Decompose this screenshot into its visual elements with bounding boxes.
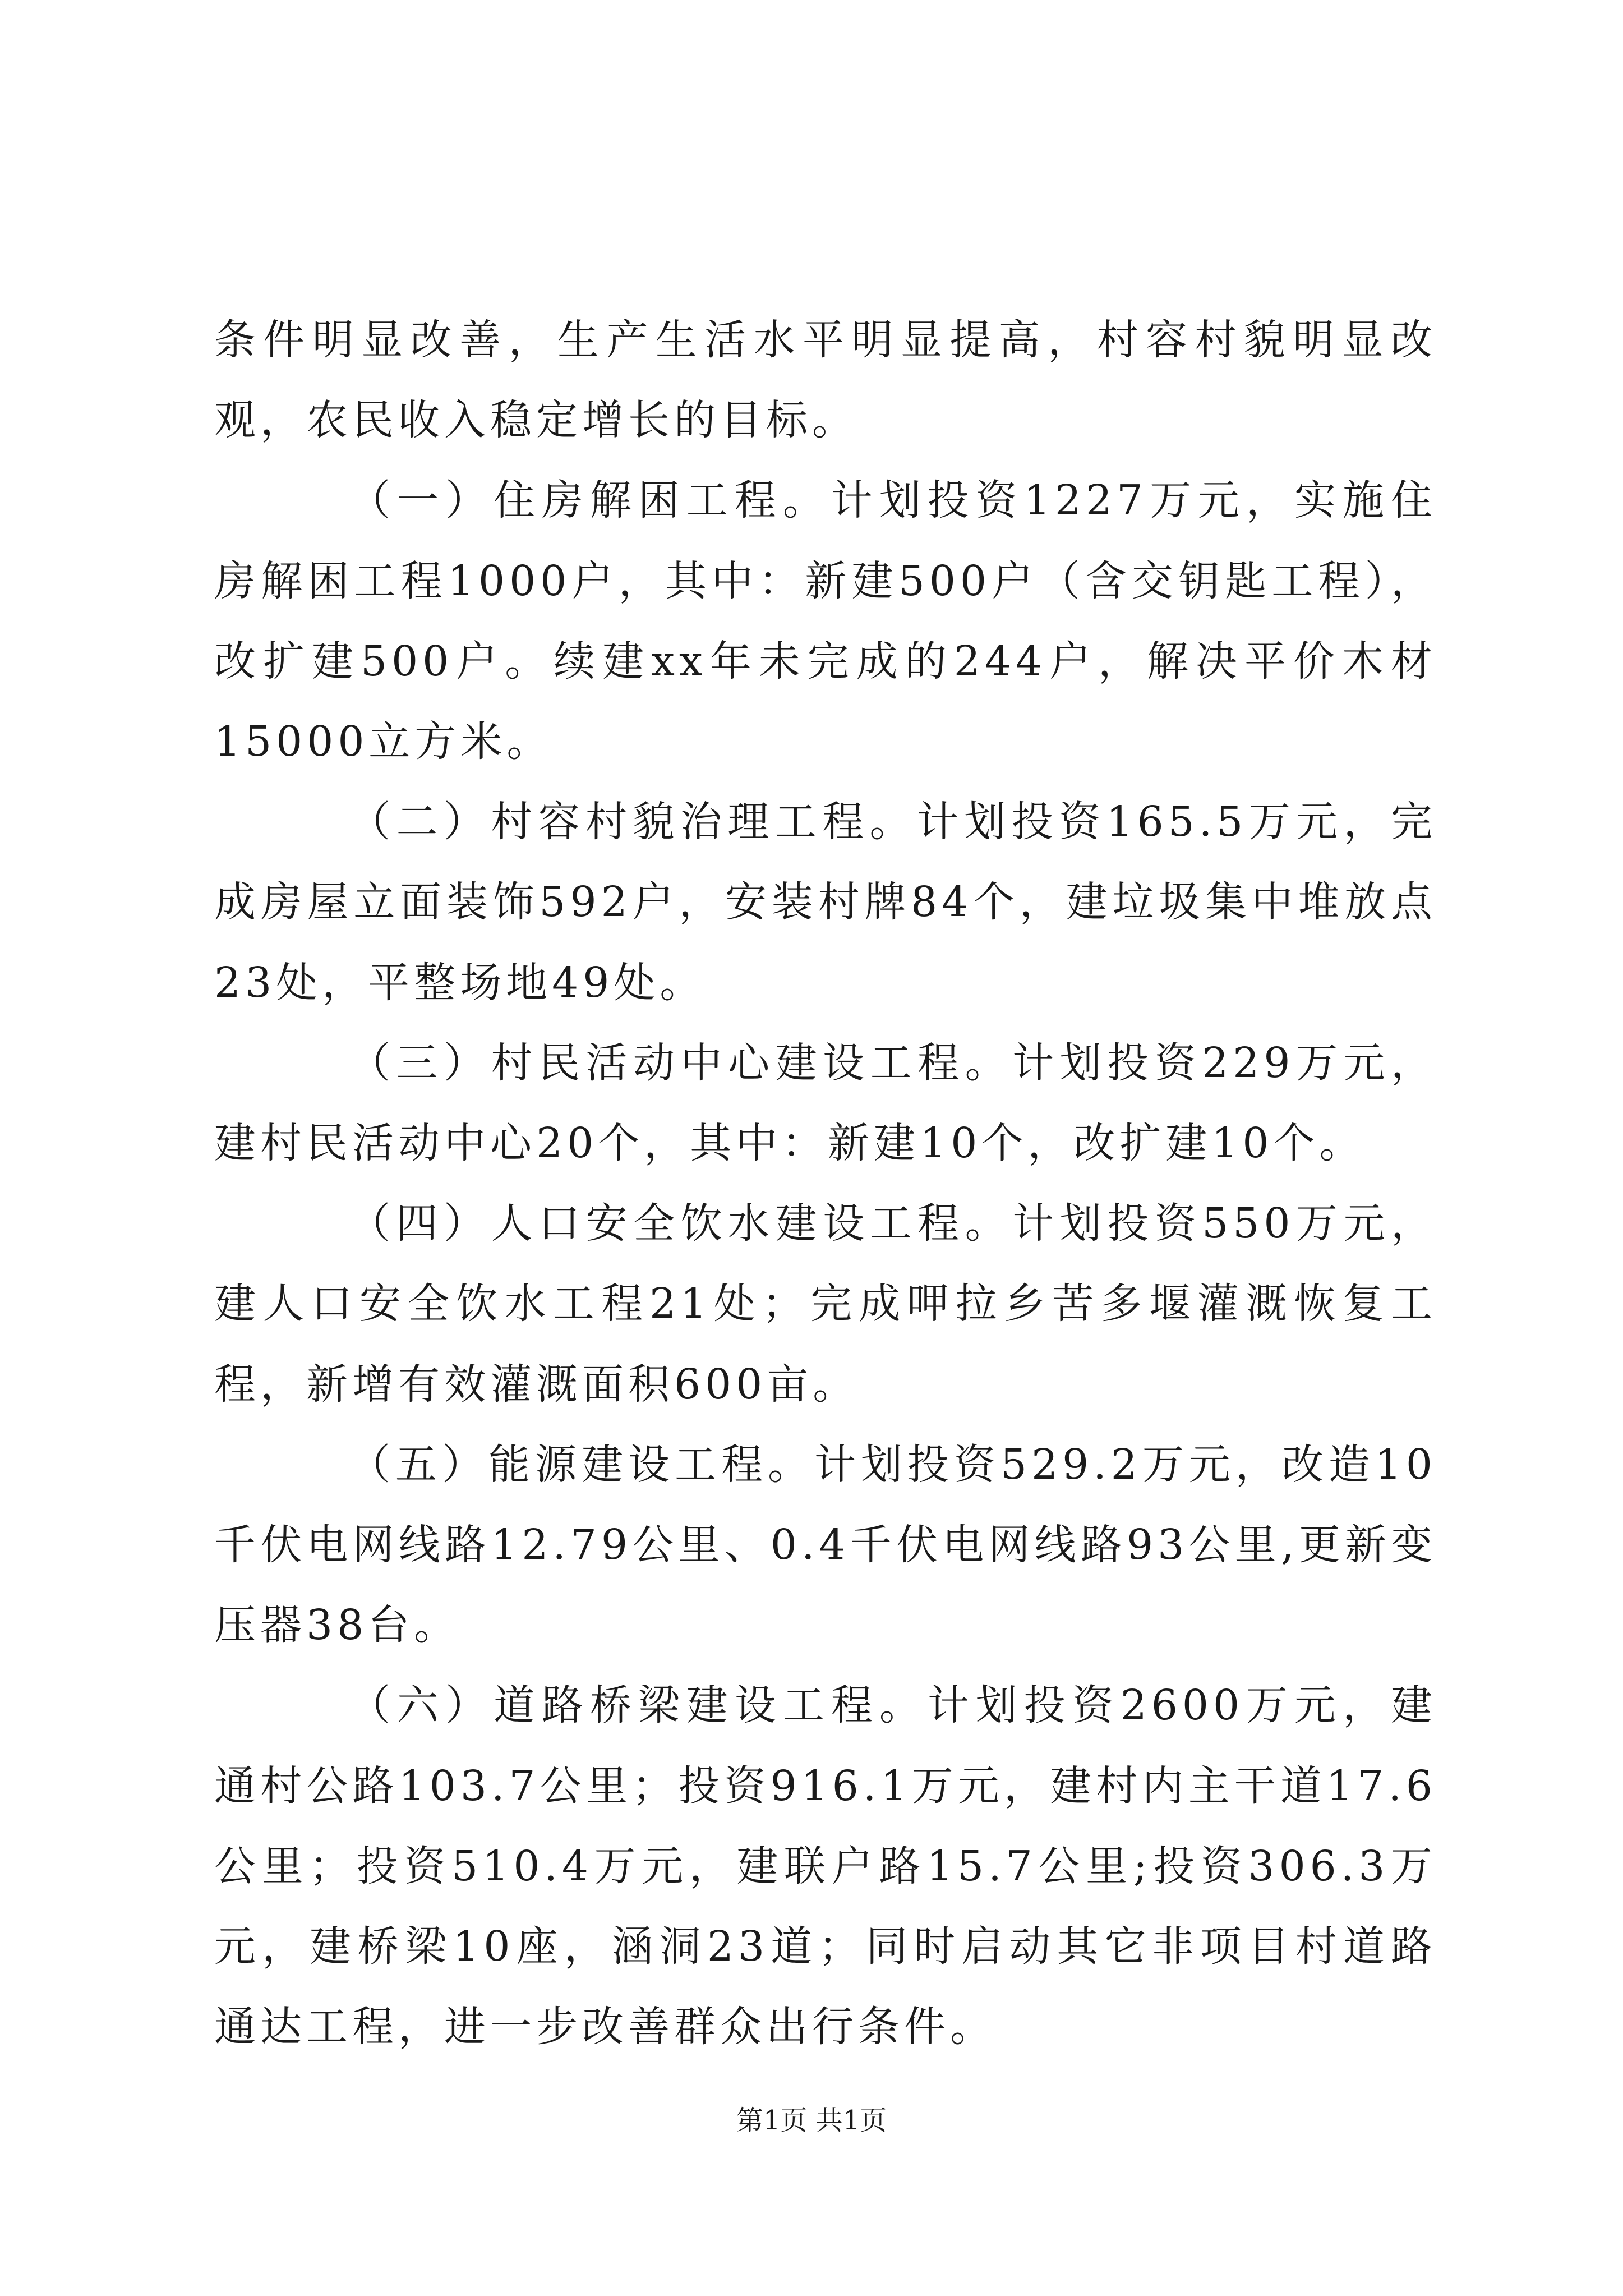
paragraph-roads-bridges: （六）道路桥梁建设工程。计划投资2600万元，建通村公路103.7公里；投资916.1万元，建村内主干道17.6公里；投资510.4万元，建联户路15.7公里;投资306.3万元，建桥梁10座，涵洞23道；同时启动其它非项目村道路通达工程，进一步改善群众出行条件。 [214,1681,1437,2051]
paragraph-activity-center: （三）村民活动中心建设工程。计划投资229万元，建村民活动中心20个，其中：新建10个，改扩建10个。 [214,1038,1437,1168]
page-footer: 第1页 共1页 [736,2105,887,2136]
document-body [214,300,1437,2067]
paragraph-intro: 条件明显改善，生产生活水平明显提高，村容村貌明显改观，农民收入稳定增长的目标。 [214,316,1437,445]
paragraph-village-appearance: （二）村容村貌治理工程。计划投资165.5万元，完成房屋立面装饰592户，安装村牌84个，建垃圾集中堆放点23处，平整场地49处。 [214,798,1437,1007]
paragraph-drinking-water: （四）人口安全饮水建设工程。计划投资550万元，建人口安全饮水工程21处；完成呷拉乡苦多堰灌溉恢复工程，新增有效灌溉面积600亩。 [214,1199,1437,1409]
paragraph-energy: （五）能源建设工程。计划投资529.2万元，改造10千伏电网线路12.79公里、0.4千伏电网线路93公里,更新变压器38台。 [214,1440,1437,1650]
paragraph-housing: （一）住房解困工程。计划投资1227万元，实施住房解困工程1000户，其中：新建500户（含交钥匙工程），改扩建500户。续建xx年未完成的244户，解决平价木材15000立方米。 [214,476,1437,766]
